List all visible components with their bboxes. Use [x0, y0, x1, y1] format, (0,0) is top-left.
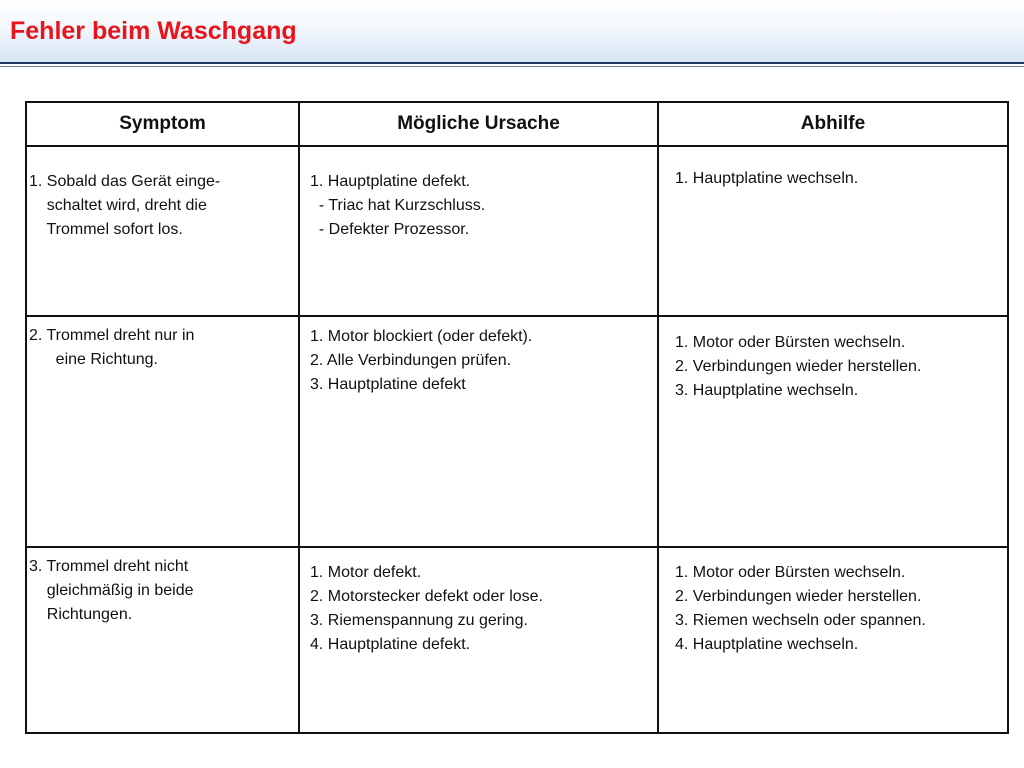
symptom-cell	[26, 146, 299, 316]
remedy-text: 1. Motor oder Bürsten wechseln. 2. Verbindungen wieder herstellen. 3. Hauptplatine wechseln.	[675, 334, 922, 400]
remedy-text: 1. Hauptplatine wechseln.	[675, 170, 859, 187]
column-header-cause: Mögliche Ursache	[299, 102, 658, 146]
symptom-text: 3. Trommel dreht nicht gleichmäßig in beide Richtungen.	[29, 557, 194, 623]
remedy-cell	[658, 316, 1008, 546]
symptom-cell	[26, 316, 299, 546]
table-row	[26, 146, 1008, 316]
cause-cell	[299, 316, 658, 546]
remedy-cell	[658, 547, 1008, 733]
remedy-text: 1. Motor oder Bürsten wechseln. 2. Verbindungen wieder herstellen. 3. Riemen wechseln oder spannen. 4. Hauptplatine wechseln.	[675, 563, 926, 653]
table-header-row	[26, 102, 1008, 146]
title-bar	[0, 0, 1024, 62]
symptom-cell	[26, 547, 299, 733]
header-divider-thin	[0, 66, 1024, 67]
cause-cell	[299, 547, 658, 733]
column-header-symptom: Symptom	[26, 102, 299, 146]
table-row	[26, 316, 1008, 546]
remedy-cell	[658, 146, 1008, 316]
troubleshooting-table-container	[25, 101, 1007, 734]
cause-cell	[299, 146, 658, 316]
page-title: Fehler beim Waschgang	[10, 17, 297, 45]
column-header-remedy: Abhilfe	[658, 102, 1008, 146]
table-row	[26, 547, 1008, 733]
cause-text: 1. Motor defekt. 2. Motorstecker defekt oder lose. 3. Riemenspannung zu gering. 4. Hauptplatine defekt.	[310, 563, 543, 653]
cause-text: 1. Motor blockiert (oder defekt). 2. Alle Verbindungen prüfen. 3. Hauptplatine defekt	[310, 328, 533, 394]
troubleshooting-table	[25, 101, 1009, 734]
cause-text: 1. Hauptplatine defekt. - Triac hat Kurzschluss. - Defekter Prozessor.	[310, 173, 486, 238]
symptom-text: 1. Sobald das Gerät einge- schaltet wird, dreht die Trommel sofort los.	[29, 173, 221, 238]
header-divider	[0, 62, 1024, 64]
symptom-text: 2. Trommel dreht nur in eine Richtung.	[29, 327, 195, 369]
